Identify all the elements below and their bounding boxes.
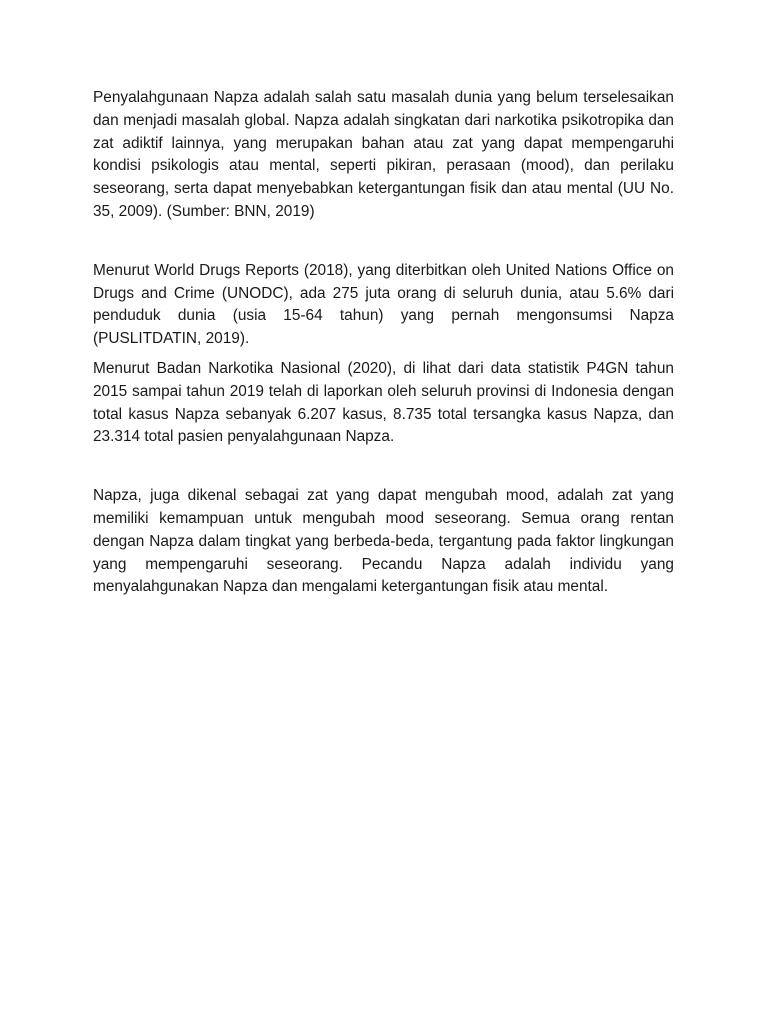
paragraph-world-drugs-report: Menurut World Drugs Reports (2018), yang diterbitkan oleh United Nations Office on Drugs and Crime (UNODC), ada 275 juta orang di seluruh dunia, atau 5.6% dari penduduk dunia (usia 15-64 tahun) yang pernah mengonsumsi Napza (PUSLITDATIN, 2019). — [93, 261, 674, 348]
paragraph-napza-definition: Penyalahgunaan Napza adalah salah satu masalah dunia yang belum terselesaikan dan menjadi masalah global. Napza adalah singkatan dari narkotika psikotropika dan zat adiktif lainnya, yang merupakan bahan atau zat yang dapat mempengaruhi kondisi psikologis atau mental, seperti pikiran, perasaan (mood), dan perilaku seseorang, serta dapat menyebabkan ketergantungan fisik dan atau mental (UU No. 35, 2009). (Sumber: BNN, 2019) — [93, 89, 674, 220]
paragraph-bnn-statistics: Menurut Badan Narkotika Nasional (2020), di lihat dari data statistik P4GN tahun 2015 sampai tahun 2019 telah di laporkan oleh seluruh provinsi di Indonesia dengan total kasus Napza sebanyak 6.207 kasus, 8.735 total tersangka kasus Napza, dan 23.314 total pasien penyalahgunaan Napza. — [93, 359, 674, 446]
paragraph-mood-altering: Napza, juga dikenal sebagai zat yang dapat mengubah mood, adalah zat yang memiliki kemampuan untuk mengubah mood seseorang. Semua orang rentan dengan Napza dalam tingkat yang berbeda-beda, tergantung pada faktor lingkungan yang mempengaruhi seseorang. Pecandu Napza adalah individu yang menyalahgunakan Napza dan mengalami ketergantungan fisik atau mental. — [93, 487, 674, 596]
document-body — [93, 87, 674, 599]
